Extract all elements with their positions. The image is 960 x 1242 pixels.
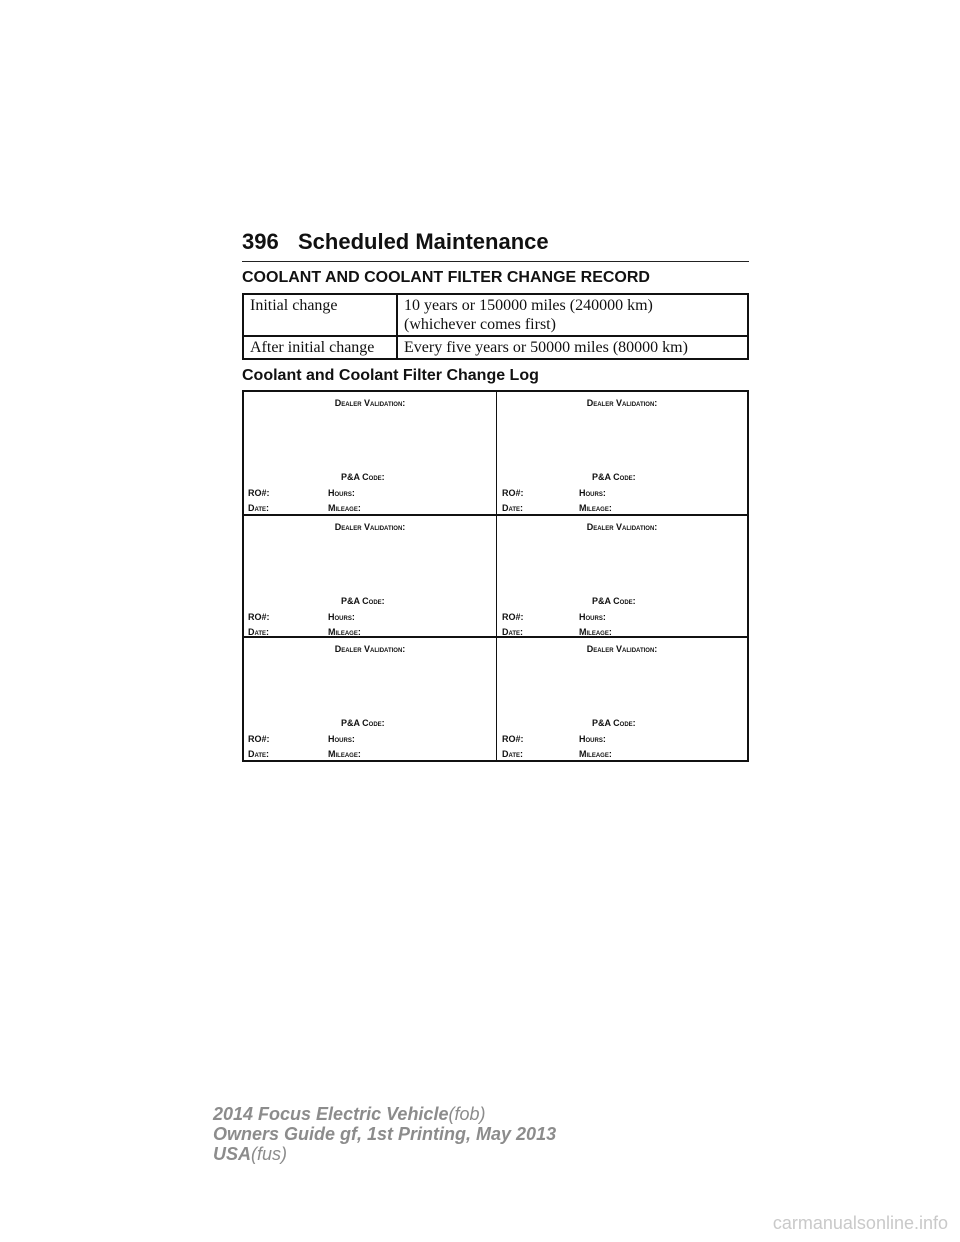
footer-line: USA(fus)	[213, 1144, 288, 1164]
change-interval-table	[242, 293, 749, 360]
dealer-validation-label: Dealer Validation:	[334, 644, 406, 654]
interval-value-line: 10 years or 150000 miles (240000 km)	[404, 297, 653, 314]
mileage-label: Mileage:	[328, 627, 361, 637]
dealer-validation-label: Dealer Validation:	[334, 522, 406, 532]
hours-label: Hours:	[328, 734, 355, 744]
hours-label: Hours:	[579, 734, 606, 744]
page-number: 396	[242, 229, 279, 254]
ro-label: RO#:	[248, 734, 270, 744]
change-log-grid	[242, 390, 749, 762]
watermark: carmanualsonline.info	[772, 1213, 948, 1233]
log-entry	[244, 516, 497, 638]
dealer-validation-label: Dealer Validation:	[334, 398, 406, 408]
ro-label: RO#:	[502, 488, 524, 498]
mileage-label: Mileage:	[579, 503, 612, 513]
hours-label: Hours:	[579, 488, 606, 498]
date-label: Date:	[502, 749, 524, 759]
pa-code-label: P&A Code:	[341, 718, 385, 728]
section-title: Scheduled Maintenance	[298, 229, 549, 254]
log-entry	[244, 638, 497, 760]
date-label: Date:	[502, 627, 524, 637]
ro-label: RO#:	[248, 612, 270, 622]
ro-label: RO#:	[502, 612, 524, 622]
pa-code-label: P&A Code:	[592, 472, 636, 482]
interval-label: Initial change	[243, 294, 397, 336]
ro-label: RO#:	[248, 488, 270, 498]
interval-label: After initial change	[243, 336, 397, 359]
date-label: Date:	[248, 627, 270, 637]
log-entry	[497, 638, 747, 760]
date-label: Date:	[248, 503, 270, 513]
document-footer	[213, 1104, 556, 1164]
interval-value: Every five years or 50000 miles (80000 km)	[397, 336, 748, 359]
table-row	[243, 294, 748, 336]
log-title: Coolant and Coolant Filter Change Log	[242, 367, 539, 384]
hours-label: Hours:	[579, 612, 606, 622]
hours-label: Hours:	[328, 612, 355, 622]
mileage-label: Mileage:	[328, 503, 361, 513]
pa-code-label: P&A Code:	[592, 718, 636, 728]
record-heading: COOLANT AND COOLANT FILTER CHANGE RECORD	[242, 269, 650, 286]
interval-value	[397, 294, 748, 336]
mileage-label: Mileage:	[579, 749, 612, 759]
table-row	[243, 336, 748, 359]
log-entry	[497, 392, 747, 516]
pa-code-label: P&A Code:	[592, 596, 636, 606]
pa-code-label: P&A Code:	[341, 472, 385, 482]
log-entry	[244, 392, 497, 516]
dealer-validation-label: Dealer Validation:	[586, 398, 658, 408]
interval-value-line: (whichever comes first)	[404, 316, 556, 333]
mileage-label: Mileage:	[579, 627, 612, 637]
log-entry	[497, 516, 747, 638]
dealer-validation-label: Dealer Validation:	[586, 522, 658, 532]
page-header	[242, 229, 749, 262]
footer-line: 2014 Focus Electric Vehicle(fob)	[213, 1104, 486, 1124]
dealer-validation-label: Dealer Validation:	[586, 644, 658, 654]
date-label: Date:	[502, 503, 524, 513]
hours-label: Hours:	[328, 488, 355, 498]
mileage-label: Mileage:	[328, 749, 361, 759]
date-label: Date:	[248, 749, 270, 759]
pa-code-label: P&A Code:	[341, 596, 385, 606]
ro-label: RO#:	[502, 734, 524, 744]
footer-line: Owners Guide gf, 1st Printing, May 2013	[213, 1124, 557, 1144]
